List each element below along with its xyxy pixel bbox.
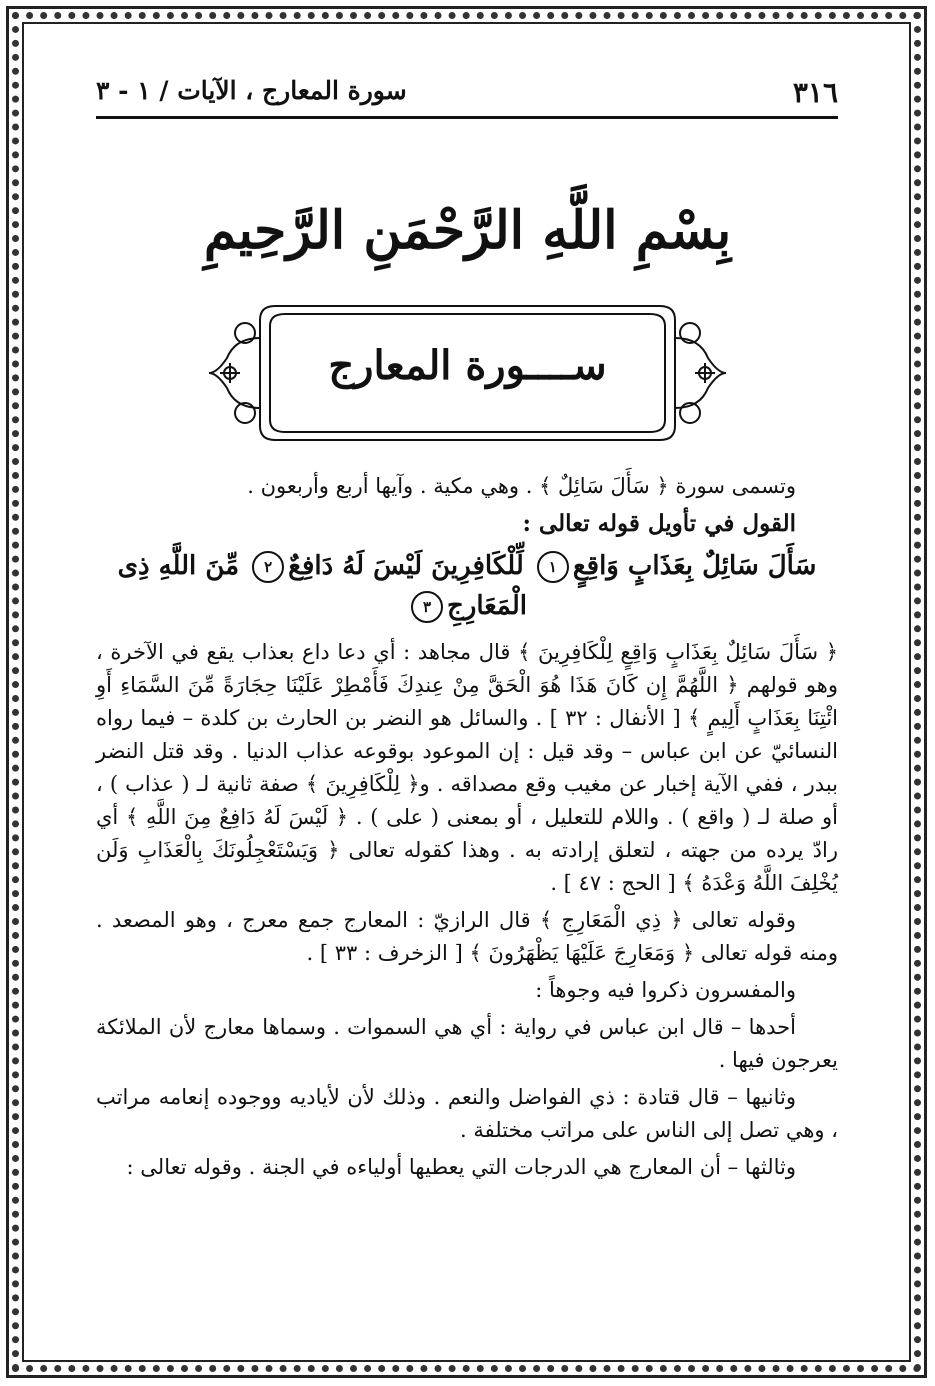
verse-text: لِّلْكَافِرِينَ لَيْسَ لَهُ دَافِعٌ [288,551,524,581]
ayah-number-marker: ٣ [411,591,443,623]
running-title: سورة المعارج ، الآيات / ١ - ٣ [96,76,407,105]
quran-verses [96,546,838,626]
ayah-number-marker: ٢ [252,551,284,583]
surah-title: ســــورة المعارج [328,342,607,389]
commentary-paragraph: وقوله تعالى ﴿ ذِي الْمَعَارِجِ ﴾ قال الرازيّ : المعارج جمع معرج ، وهو المصعد . ومنه قوله تعالى ﴿ وَمَعَارِجَ عَلَيْهَا يَظْهَرُونَ ﴾ [ الزخرف : ٣٣ ] . [96,908,838,965]
commentary-paragraph: أحدها – قال ابن عباس في رواية : أي هي السموات . وسماها معارج لأن الملائكة يعرجون فيها . [96,1015,838,1072]
verse-text: سَأَلَ سَائِلٌ بِعَذَابٍ وَاقِعٍ [572,551,817,581]
ayah-number-marker: ١ [537,551,569,583]
commentary-body [96,470,838,1188]
basmala: بِسْمِ اللَّهِ الرَّحْمَنِ الرَّحِيمِ [203,200,732,261]
commentary-paragraph: وثالثها – أن المعارج هي الدرجات التي يعطيها أولياءه في الجنة . وقوله تعالى : [126,1155,796,1179]
page-header [96,70,838,119]
surah-title-cartouche [205,298,730,448]
verse-text: مِّنَ اللَّهِ ذِى الْمَعَارِجِ [117,551,527,621]
commentary-paragraph: والمفسرون ذكروا فيه وجوهاً : [535,978,796,1002]
section-heading: القول في تأويل قوله تعالى : [522,510,796,537]
surah-intro: وتسمى سورة ﴿ سَأَلَ سَائِلٌ ﴾ . وهي مكية . وآيها أربع وأربعون . [247,474,796,498]
page-number: ٣١٦ [792,76,838,109]
commentary-paragraph: ﴿ سَأَلَ سَائِلٌ بِعَذَابٍ وَاقِعٍ لِلْكَافِرِينَ ﴾ قال مجاهد : أي دعا داع بعذاب يقع في الآخرة ، وهو قولهم ﴿ اللَّهُمَّ إِن كَانَ هَذَا هُوَ الْحَقَّ مِنْ عِندِكَ فَأَمْطِرْ عَلَيْنَا حِجَارَةً مِّنَ السَّمَاءِ أَوِ ائْتِنَا بِعَذَابٍ أَلِيمٍ ﴾ [ الأنفال : ٣٢ ] . والسائل هو النضر بن الحارث بن كلدة – فيما رواه النسائيّ عن ابن عباس – وقد قيل : إن الموعود بوقوعه عذاب الدنيا . وقد قتل النضر ببدر ، ففي الآية إخبار عن مغيب وقع مصداقه . و﴿ لِلْكَافِرِينَ ﴾ صفة ثانية لـ ( عذاب ) ، أو صلة لـ ( واقع ) . واللام للتعليل ، أو بمعنى ( على ) . ﴿ لَيْسَ لَهُ دَافِعٌ مِنَ اللَّهِ ﴾ أي رادّ يرده من جهته ، لتعلق إرادته به . وهذا كقوله تعالى ﴿ وَيَسْتَعْجِلُونَكَ بِالْعَذَابِ وَلَن يُخْلِفَ اللَّهُ وَعْدَهُ ﴾ [ الحج : ٤٧ ] . [96,640,838,895]
commentary-paragraph: وثانيها – قال قتادة : ذي الفواضل والنعم . وذلك لأن لأياديه ووجوده إنعامه مراتب ، وهي تصل إلى الناس على مراتب مختلفة . [96,1085,838,1142]
